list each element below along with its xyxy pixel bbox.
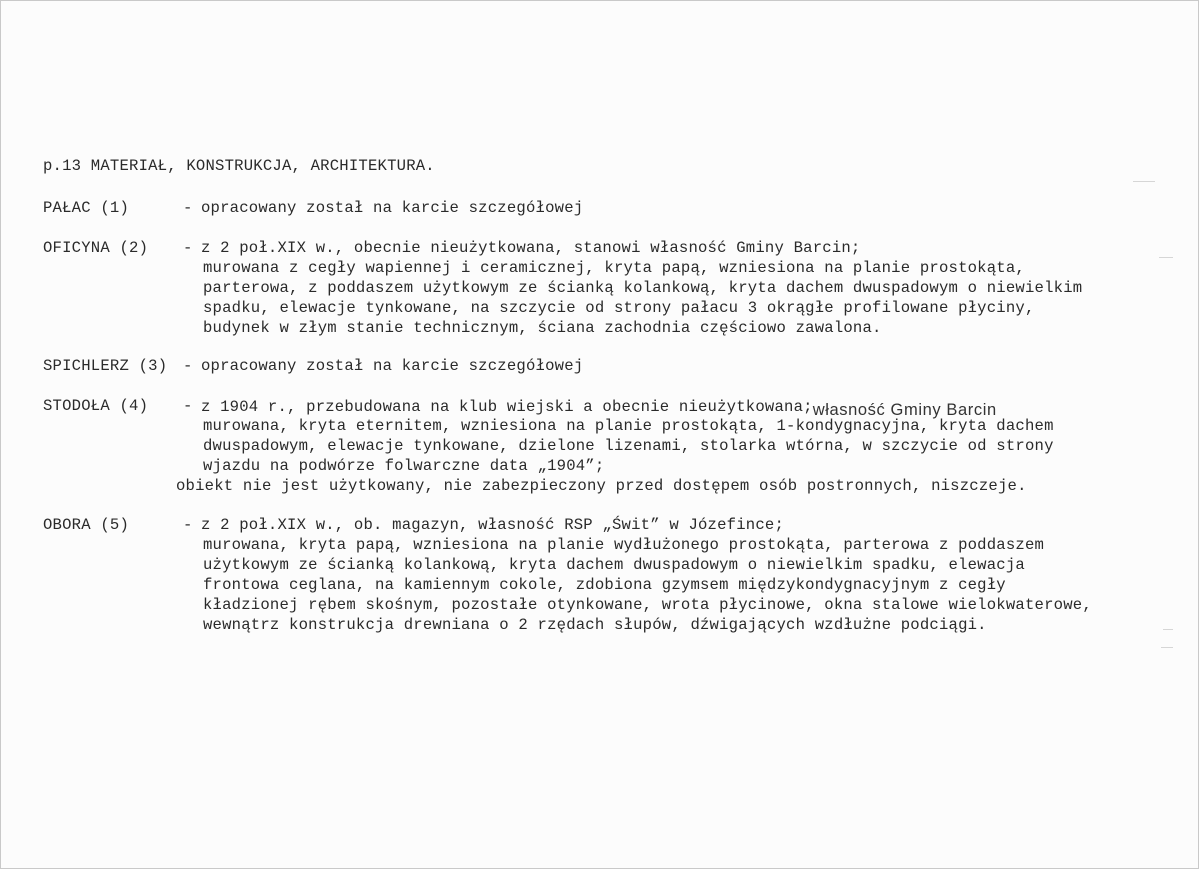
entry-first-line	[201, 396, 997, 417]
scan-speck	[1161, 647, 1173, 648]
entry-first-line: z 2 poł.XIX w., obecnie nieużytkowana, stanowi własność Gminy Barcin;	[201, 239, 861, 257]
entry-obora	[43, 515, 1163, 635]
entry-first-line: opracowany został na karcie szczegółowej	[201, 357, 584, 375]
typed-text	[1, 1, 1198, 634]
entry-description: murowana, kryta papą, wzniesiona na planie wydłużonego prostokąta, parterowa z poddaszem użytkowym ze ścianką kolankową, kryta dachem dwuspadowym o niewielkim spadku, elewacja frontowa ceglana, na kamiennym cokole, zdobiona gzymsem międzykondygnacyjnym z cegły kładzionej rębem skośnym, pozostałe otynkowane, wrota płycinowe, okna stalowe wielokwaterowe, wewnątrz konstrukcja drewniana o 2 rzędach słupów, dźwigających wzdłużne podciągi.	[203, 536, 1092, 634]
entry-dash: -	[183, 239, 193, 257]
entry-label: OBORA (5)	[43, 516, 130, 534]
section-heading: p.13 MATERIAŁ, KONSTRUKCJA, ARCHITEKTURA.	[43, 157, 435, 175]
entry-first-line-text: z 1904 r., przebudowana na klub wiejski a obecnie nieużytkowana;	[201, 398, 813, 416]
entry-description: murowana z cegły wapiennej i ceramicznej, kryta papą, wzniesiona na planie prostokąta, parterowa, z poddaszem użytkowym ze ścianką kolankową, kryta dachem dwuspadowym o niewielkim spadku, elewacje tynkowane, na szczycie od strony pałacu 3 okrągłe profilowane płyciny, budynek w złym stanie technicznym, ściana zachodnia częściowo zawalona.	[203, 259, 1083, 337]
entry-first-line: opracowany został na karcie szczegółowej	[201, 199, 584, 217]
entry-dash: -	[183, 199, 193, 217]
entry-label: PAŁAC (1)	[43, 199, 130, 217]
entry-label: SPICHLERZ (3)	[43, 357, 168, 375]
entry-oficyna	[43, 238, 1163, 358]
entry-label: OFICYNA (2)	[43, 239, 149, 257]
entry-dash: -	[183, 357, 193, 375]
entry-description: murowana, kryta eternitem, wzniesiona na planie prostokąta, 1-kondygnacyjna, kryta dachem dwuspadowym, elewacje tynkowane, dzielone lizenami, stolarka wtórna, w szczycie od strony wjazdu na podwórze folwarczne data „1904”;	[203, 417, 1054, 475]
handwritten-insert: własność Gminy Barcin	[812, 401, 997, 419]
entry-dash: -	[183, 397, 193, 415]
entry-first-line: z 2 poł.XIX w., ob. magazyn, własność RSP „Świt” w Józefince;	[201, 516, 785, 534]
entry-closing-note: obiekt nie jest użytkowany, nie zabezpieczony przed dostępem osób postronnych, niszczeje.	[176, 477, 1027, 495]
scan-speck	[1163, 629, 1173, 630]
entry-label: STODOŁA (4)	[43, 397, 149, 415]
entry-dash: -	[183, 516, 193, 534]
